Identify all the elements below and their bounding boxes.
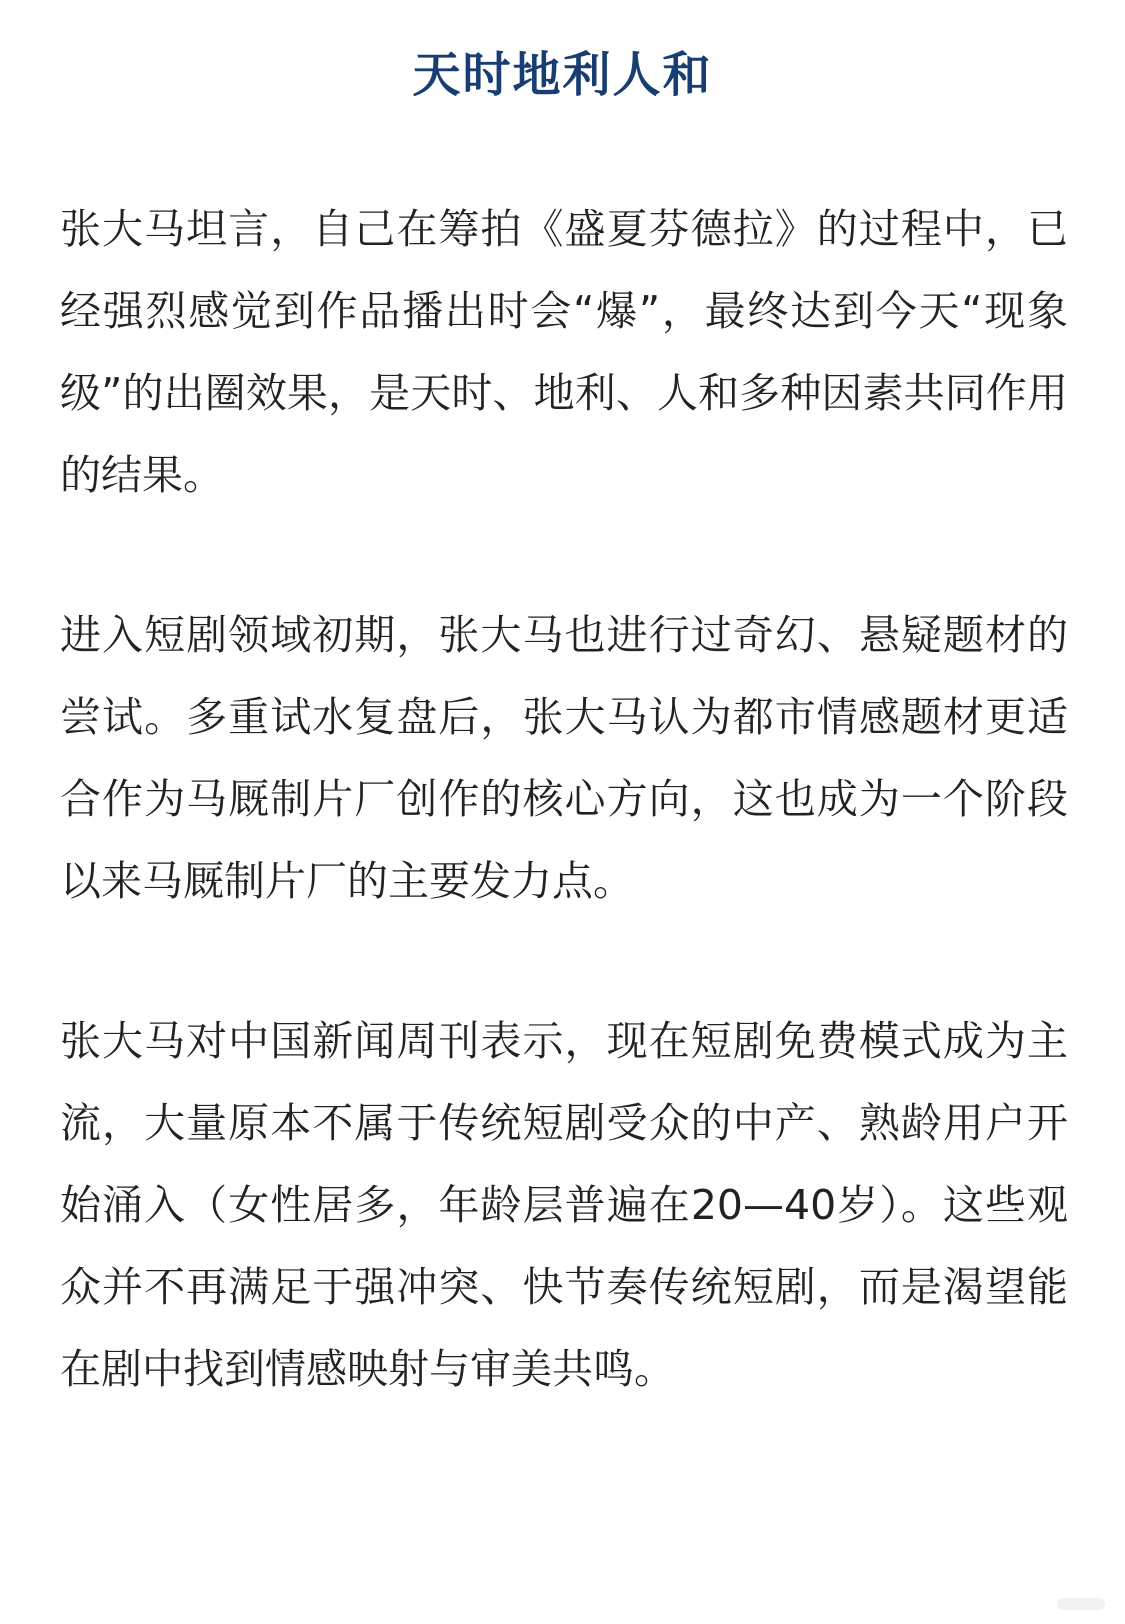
paragraph-2: 进入短剧领域初期，张大马也进行过奇幻、悬疑题材的尝试。多重试水复盘后，张大马认为都市情感题材更适合作为马厩制片厂创作的核心方向，这也成为一个阶段以来马厩制片厂的主要发力点。	[60, 611, 1068, 905]
article-title: 天时地利人和	[412, 47, 713, 103]
watermark-mark	[1057, 1598, 1105, 1610]
article-body	[60, 188, 1068, 1410]
paragraph-3: 张大马对中国新闻周刊表示，现在短剧免费模式成为主流，大量原本不属于传统短剧受众的中产、熟龄用户开始涌入（女性居多，年龄层普遍在20—40岁）。这些观众并不再满足于强冲突、快节奏传统短剧，而是渴望能在剧中找到情感映射与审美共鸣。	[60, 1017, 1068, 1393]
paragraph-1: 张大马坦言，自己在筹拍《盛夏芬德拉》的过程中，已经强烈感觉到作品播出时会“爆”，最终达到今天“现象级”的出圈效果，是天时、地利、人和多种因素共同作用的结果。	[60, 205, 1068, 499]
